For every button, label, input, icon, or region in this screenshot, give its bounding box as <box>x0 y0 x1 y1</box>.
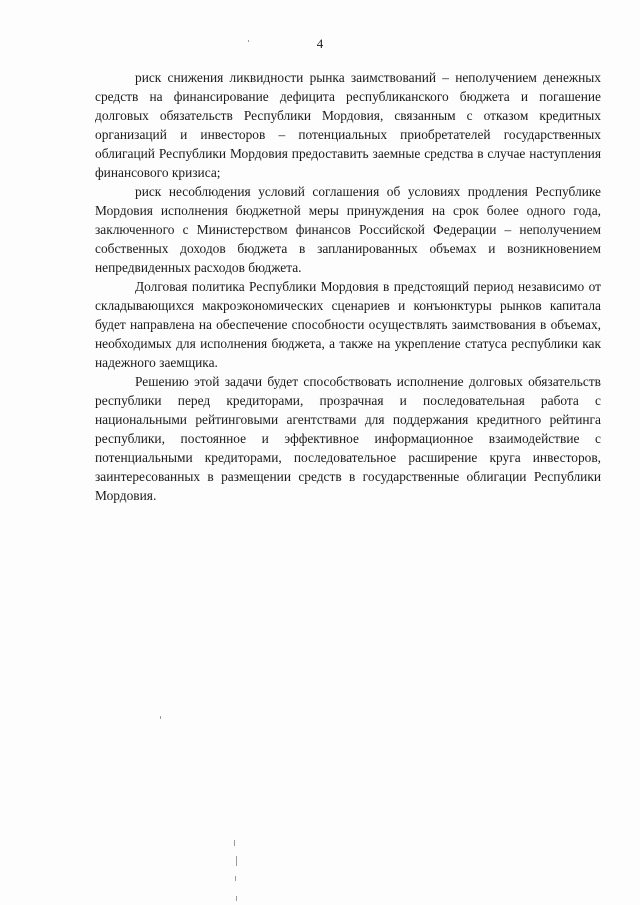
page-number: 4 <box>316 36 324 51</box>
paragraph-task-measures: Решению этой задачи будет способствовать исполнение долговых обязательств республики перед кредиторами, прозрачная и последовательная работа с национальными рейтинговыми агентствами для поддержания кредитного рейтинга республики, постоянное и эффективное информационное взаимодействие с потенциальными кредиторами, последовательное расширение круга инвесторов, заинтересованных в размещении средств в государственные облигации Республики Мордовия. <box>95 374 601 503</box>
scan-speck <box>160 716 161 719</box>
scan-speck <box>236 896 237 901</box>
scan-speck <box>248 40 249 42</box>
scan-speck <box>234 840 235 846</box>
scan-speck <box>235 876 236 881</box>
scan-speck <box>236 856 237 866</box>
paragraph-debt-policy: Долговая политика Республики Мордовия в предстоящий период независимо от складывающихся макроэкономических сценариев и конъюнктуры рынков капитала будет направлена на обеспечение способности осуществлять заимствования в объемах, необходимых для исполнения бюджета, а также на укрепление статуса республики как надежного заемщика. <box>95 279 601 370</box>
document-body <box>95 68 601 505</box>
paragraph-agreement-risk: риск несоблюдения условий соглашения об условиях продления Республике Мордовия исполнения бюджетной меры принуждения на срок более одного года, заключенного с Министерством финансов Российской Федерации – неполучением собственных доходов бюджета в запланированных объемах и возникновением непредвиденных расходов бюджета. <box>95 184 601 275</box>
paragraph-liquidity-risk: риск снижения ликвидности рынка заимствований – неполучением денежных средств на финансирование дефицита республиканского бюджета и погашение долговых обязательств Республики Мордовия, связанным с отказом кредитных организаций и инвесторов – потенциальных приобретателей государственных облигаций Республики Мордовия предоставить заемные средства в случае наступления финансового кризиса; <box>95 70 601 180</box>
